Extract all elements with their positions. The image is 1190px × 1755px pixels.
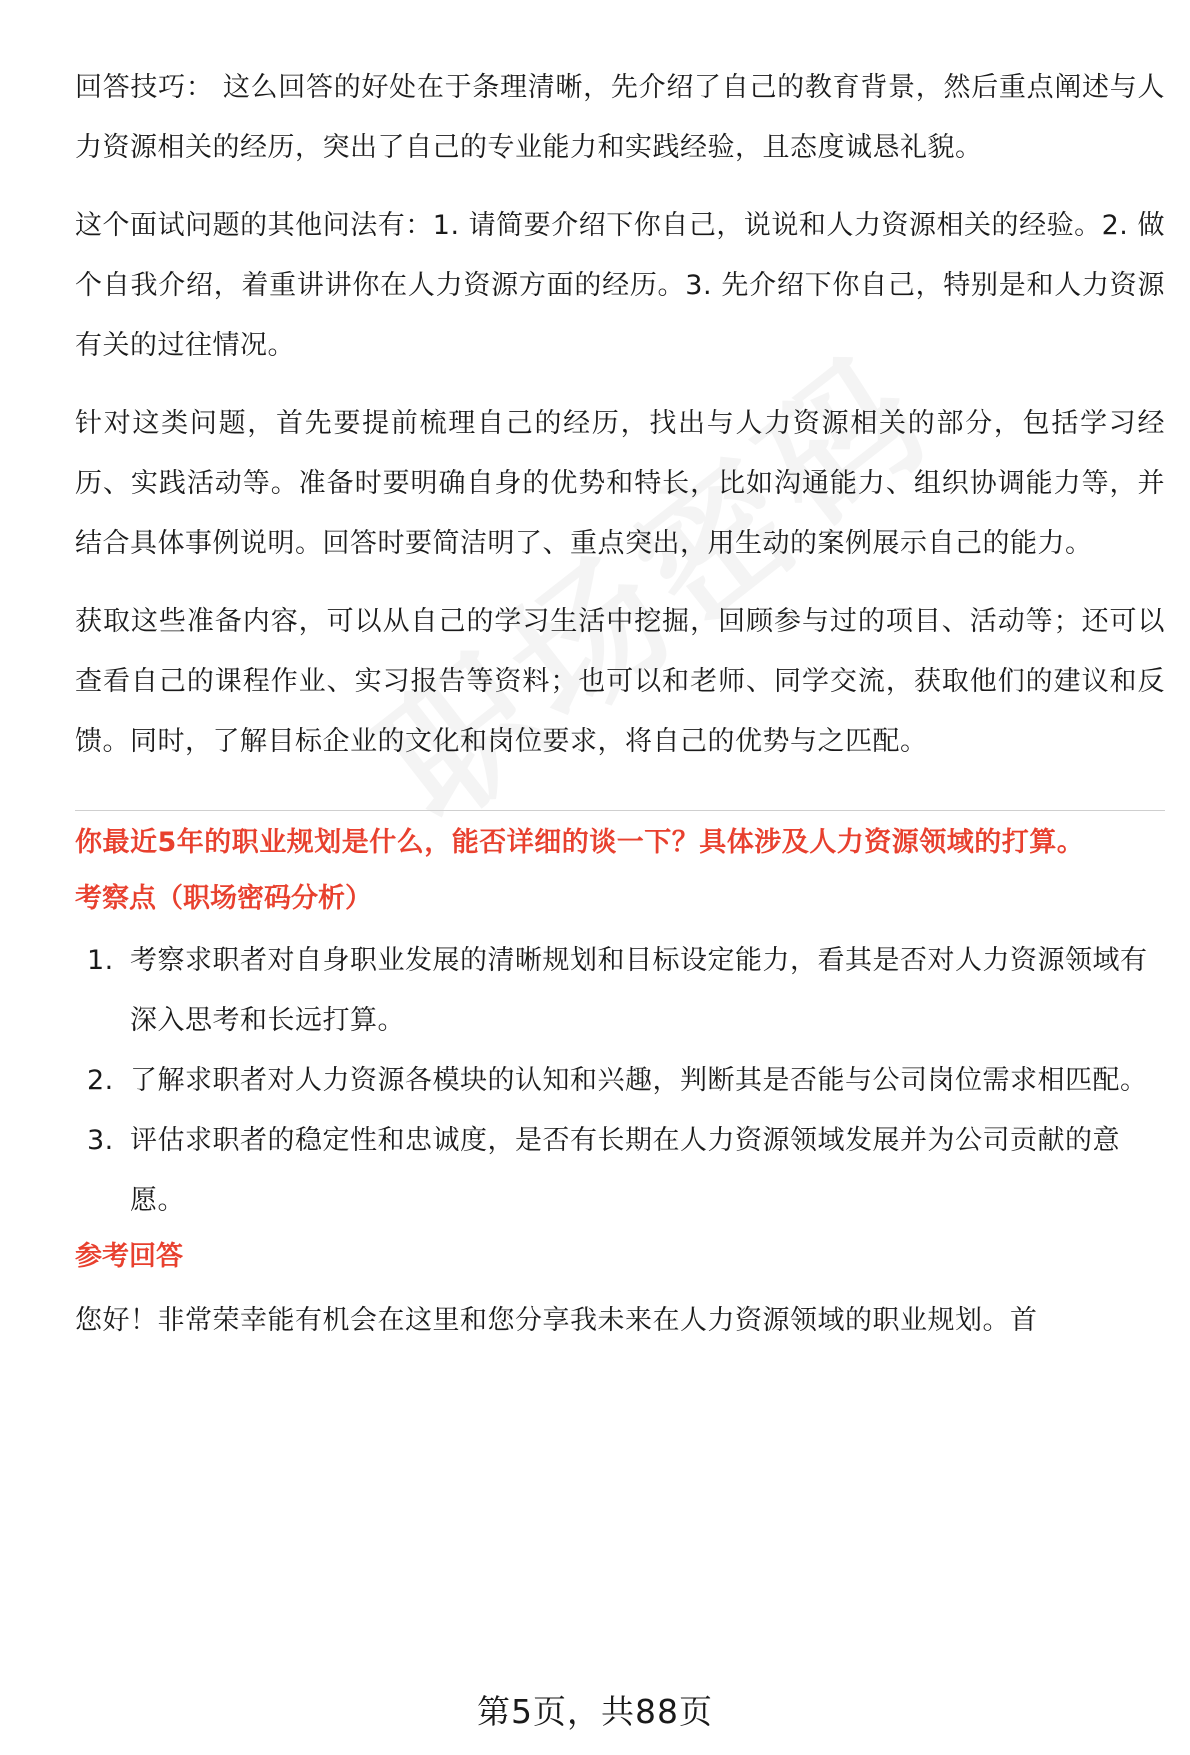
preparation-sources-paragraph: 获取这些准备内容，可以从自己的学习生活中挖掘，回顾参与过的项目、活动等；还可以查看自己的课程作业、实习报告等资料；也可以和老师、同学交流，获取他们的建议和反馈。同时，了解目标企业的文化和岗位要求，将自己的优势与之匹配。: [75, 606, 1165, 757]
section-divider: [75, 810, 1165, 811]
list-item-number: 2.: [87, 1065, 114, 1096]
list-item-number: 3.: [87, 1125, 114, 1156]
answer-tips-paragraph: 回答技巧： 这么回答的好处在于条理清晰，先介绍了自己的教育背景，然后重点阐述与人力资源相关的经历，突出了自己的专业能力和实践经验，且态度诚恳礼貌。: [75, 72, 1165, 163]
reference-answer-text: 您好！非常荣幸能有机会在这里和您分享我未来在人力资源领域的职业规划。首: [75, 1305, 1038, 1336]
list-item-text: 了解求职者对人力资源各模块的认知和兴趣，判断其是否能与公司岗位需求相匹配。: [130, 1065, 1148, 1096]
list-item: [75, 931, 1165, 1051]
page-footer: 第5页，共88页: [477, 1692, 713, 1731]
reference-answer-heading: 参考回答: [75, 1241, 183, 1272]
list-item: [75, 1111, 1165, 1231]
document-page: [75, 58, 1165, 1369]
assessment-list: [75, 931, 1165, 1231]
list-item-number: 1.: [87, 945, 114, 976]
list-item: [75, 1051, 1165, 1111]
interview-question: 你最近5年的职业规划是什么，能否详细的谈一下？具体涉及人力资源领域的打算。: [75, 827, 1085, 858]
alternative-questions-paragraph: 这个面试问题的其他问法有：1. 请简要介绍下你自己，说说和人力资源相关的经验。2. 做个自我介绍，着重讲讲你在人力资源方面的经历。3. 先介绍下你自己，特别是和人力资源有关的过往情况。: [75, 210, 1165, 361]
list-item-text: 评估求职者的稳定性和忠诚度，是否有长期在人力资源领域发展并为公司贡献的意愿。: [130, 1125, 1120, 1216]
list-item-text: 考察求职者对自身职业发展的清晰规划和目标设定能力，看其是否对人力资源领域有深入思考和长远打算。: [130, 945, 1148, 1036]
preparation-advice-paragraph: 针对这类问题，首先要提前梳理自己的经历，找出与人力资源相关的部分，包括学习经历、实践活动等。准备时要明确自身的优势和特长，比如沟通能力、组织协调能力等，并结合具体事例说明。回答时要简洁明了、重点突出，用生动的案例展示自己的能力。: [75, 408, 1165, 559]
assessment-heading: 考察点（职场密码分析）: [75, 883, 372, 914]
